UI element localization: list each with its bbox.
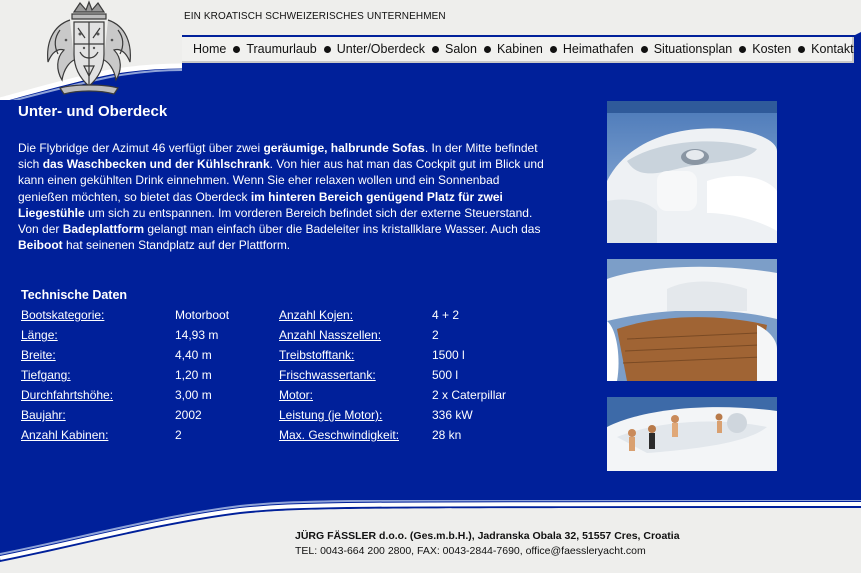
intro-text: gelangt man einfach über die Badeleiter ins kristallklare Wasser. Auch das xyxy=(144,222,541,237)
spec-value-anzahl-kojen: 4 + 2 xyxy=(432,308,460,322)
bullet-icon xyxy=(324,46,331,53)
spec-value-anzahl-nasszellen: 2 xyxy=(432,328,439,342)
spec-label-breite[interactable]: Breite: xyxy=(21,348,56,362)
spec-label-frischwassertank[interactable]: Frischwassertank: xyxy=(279,368,376,382)
nav-item-home[interactable] xyxy=(193,42,246,56)
spec-value-durchfahrtshoehe: 3,00 m xyxy=(175,388,212,402)
bullet-icon xyxy=(484,46,491,53)
spec-value-breite: 4,40 m xyxy=(175,348,212,362)
bullet-icon xyxy=(233,46,240,53)
spec-value-motor: 2 x Caterpillar xyxy=(432,388,507,402)
nav-item-kosten[interactable] xyxy=(752,42,811,56)
nav-link-situationsplan[interactable]: Situationsplan xyxy=(653,42,733,56)
spec-value-treibstofftank: 1500 l xyxy=(432,348,465,362)
spec-label-anzahl-nasszellen[interactable]: Anzahl Nasszellen: xyxy=(279,328,382,342)
nav-link-kosten[interactable]: Kosten xyxy=(752,42,792,56)
nav-item-heimathafen[interactable] xyxy=(563,42,654,56)
bullet-icon xyxy=(432,46,439,53)
bullet-icon xyxy=(798,46,805,53)
spec-value-frischwassertank: 500 l xyxy=(432,368,459,382)
spec-label-baujahr[interactable]: Baujahr: xyxy=(21,408,66,422)
spec-value-bootskategorie: Motorboot xyxy=(175,308,230,322)
nav-item-situationsplan[interactable] xyxy=(654,42,753,56)
intro-text: um sich zu entspannen. Im vorderen Bereich befindet sich der externe Steuerstand. xyxy=(84,205,533,220)
nav-link-salon[interactable]: Salon xyxy=(444,42,477,56)
nav-link-home[interactable]: Home xyxy=(193,42,227,56)
nav-item-salon[interactable] xyxy=(445,42,497,56)
intro-text: hat seinenen Standplatz auf der Plattform. xyxy=(62,238,291,253)
spec-label-treibstofftank[interactable]: Treibstofftank: xyxy=(279,348,355,362)
intro-highlight: das Waschbecken und der Kühlschrank xyxy=(42,157,270,172)
bullet-icon xyxy=(739,46,746,53)
spec-value-laenge: 14,93 m xyxy=(175,328,219,342)
intro-text: Von der xyxy=(18,222,63,237)
spec-label-leistung[interactable]: Leistung (je Motor): xyxy=(279,408,383,422)
spec-value-baujahr: 2002 xyxy=(175,408,202,422)
spec-label-motor[interactable]: Motor: xyxy=(279,388,314,402)
spec-label-max-geschwindigkeit[interactable]: Max. Geschwindigkeit: xyxy=(279,428,400,442)
nav-item-traumurlaub[interactable] xyxy=(246,42,336,56)
bullet-icon xyxy=(641,46,648,53)
bow-sunbathing-photo xyxy=(607,397,777,471)
footer-company-address: JÜRG FÄSSLER d.o.o. (Ges.m.b.H.), Jadranska Obala 32, 51557 Cres, Croatia xyxy=(295,530,680,542)
nav-link-unter-oberdeck[interactable]: Unter/Oberdeck xyxy=(336,42,425,56)
main-navigation xyxy=(182,37,854,63)
coat-of-arms-icon xyxy=(40,0,138,96)
nav-item-kontakt[interactable] xyxy=(811,42,853,56)
intro-highlight: Beiboot xyxy=(18,238,63,253)
intro-highlight: Badeplattform xyxy=(62,222,145,237)
spec-value-max-geschwindigkeit: 28 kn xyxy=(432,428,462,442)
spec-value-anzahl-kabinen: 2 xyxy=(175,428,182,442)
nav-link-traumurlaub[interactable]: Traumurlaub xyxy=(246,42,317,56)
nav-link-heimathafen[interactable]: Heimathafen xyxy=(562,42,634,56)
nav-item-unter-oberdeck[interactable] xyxy=(337,42,445,56)
spec-label-anzahl-kabinen[interactable]: Anzahl Kabinen: xyxy=(21,428,109,442)
flybridge-photo xyxy=(607,101,777,243)
intro-text: . Von hier aus hat man das Cockpit gut im Blick und kann einen gekühlten Drink einnehmen. Wenn Sie eher relaxen wollen und ein Sonnenbad genießen möchten, so bietet das Oberdeck xyxy=(18,157,544,204)
intro-highlight: im hinteren Bereich genügend Platz für zwei Liegestühle xyxy=(18,189,503,220)
spec-label-anzahl-kojen[interactable]: Anzahl Kojen: xyxy=(279,308,354,322)
intro-highlight: geräumige, halbrunde Sofas xyxy=(263,141,425,155)
spec-label-laenge[interactable]: Länge: xyxy=(21,328,58,342)
spec-label-tiefgang[interactable]: Tiefgang: xyxy=(21,368,71,382)
intro-text: Die Flybridge der Azimut 46 verfügt über zwei xyxy=(18,141,264,155)
footer-contact: TEL: 0043-664 200 2800, FAX: 0043-2844-7690, office@faessleryacht.com xyxy=(295,545,646,557)
spec-value-tiefgang: 1,20 m xyxy=(175,368,212,382)
intro-paragraph xyxy=(18,140,548,253)
company-tagline: EIN KROATISCH SCHWEIZERISCHES UNTERNEHMEN xyxy=(184,11,446,22)
spec-value-leistung: 336 kW xyxy=(432,408,473,422)
spec-label-bootskategorie[interactable]: Bootskategorie: xyxy=(21,308,105,322)
specs-heading: Technische Daten xyxy=(21,288,128,302)
aft-deck-photo xyxy=(607,259,777,381)
page-title: Unter- und Oberdeck xyxy=(18,103,168,120)
bullet-icon xyxy=(550,46,557,53)
nav-item-kabinen[interactable] xyxy=(497,42,563,56)
spec-label-durchfahrtshoehe[interactable]: Durchfahrtshöhe: xyxy=(21,388,114,402)
intro-text: . In der Mitte befindet sich xyxy=(18,141,538,172)
nav-link-kabinen[interactable]: Kabinen xyxy=(496,42,543,56)
nav-link-kontakt[interactable]: Kontakt xyxy=(811,42,854,56)
